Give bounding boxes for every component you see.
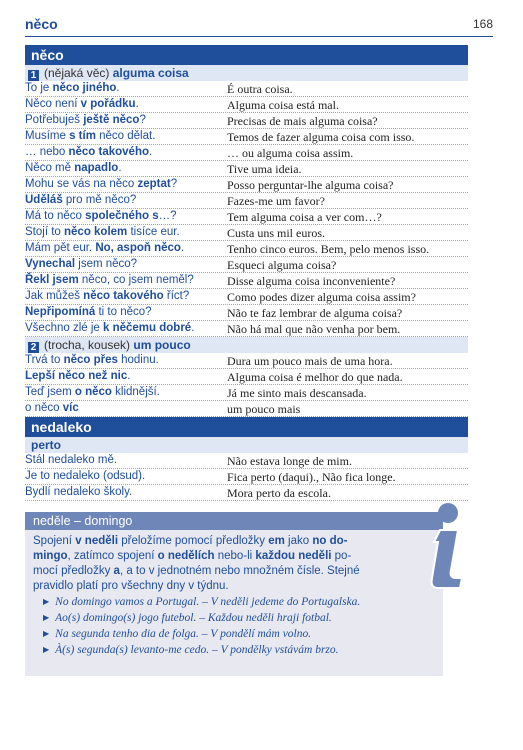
note-line — [33, 549, 437, 564]
triangle-bullet-icon: ▶ — [43, 597, 50, 606]
example-row — [25, 385, 468, 401]
bold-fragment: Uděláš — [25, 194, 63, 206]
text-fragment: . — [191, 322, 195, 334]
text-fragment: mocí předložky — [33, 565, 114, 577]
text-fragment: přeložíme pomocí předložky — [118, 535, 269, 547]
portuguese-translation: Não te faz lembrar de alguma coisa? — [227, 306, 403, 320]
text-fragment: klidnější. — [111, 386, 160, 398]
bold-fragment: víc — [62, 402, 79, 414]
czech-phrase — [25, 306, 225, 318]
sense-header — [25, 437, 468, 453]
text-fragment: … nebo — [25, 146, 69, 158]
czech-phrase — [25, 322, 225, 334]
text-fragment: Má to něco — [25, 210, 86, 222]
bold-fragment: každou neděli — [255, 550, 332, 562]
note-title: neděle – domingo — [25, 512, 443, 530]
bold-fragment: Lepší něco než nic — [25, 370, 128, 382]
portuguese-translation: … ou alguma coisa assim. — [227, 146, 354, 160]
text-fragment: hodinu. — [117, 354, 159, 366]
example-row — [25, 177, 468, 193]
example-row — [25, 145, 468, 161]
portuguese-translation: Não há mal que não venha por bem. — [227, 322, 401, 336]
text-fragment: Mohu se vás na něco — [25, 178, 138, 190]
bold-fragment: o něco — [74, 386, 112, 398]
text-fragment: o něco — [25, 402, 63, 414]
text-fragment: jsem něco? — [75, 258, 138, 270]
text-fragment: , a to v jednotném nebo množném čísle. Stejné — [119, 565, 360, 577]
example-row — [25, 485, 468, 501]
portuguese-translation: Esqueci alguma coisa? — [227, 258, 337, 272]
bold-fragment: k něčemu dobré — [103, 322, 192, 334]
text-fragment: . — [116, 82, 120, 94]
portuguese-translation: Tenho cinco euros. Bem, pelo menos isso. — [227, 242, 430, 256]
bold-fragment: em — [268, 535, 285, 547]
czech-phrase — [25, 210, 225, 222]
text-fragment: …? — [158, 210, 177, 222]
bold-fragment: společného s — [85, 210, 159, 222]
note-examples — [25, 594, 443, 658]
czech-phrase — [25, 130, 225, 142]
text-fragment: tisíce eur. — [127, 226, 180, 238]
text-fragment: pro mě něco? — [62, 194, 137, 206]
example-text: No domingo vamos a Portugal. – V neděli jedeme do Portugalska. — [55, 596, 361, 608]
example-row — [25, 369, 468, 385]
text-fragment: Je to nedaleko (odsud). — [25, 470, 146, 482]
text-fragment: . — [149, 146, 153, 158]
portuguese-translation: Disse alguma coisa inconveniente? — [227, 274, 396, 288]
text-fragment: To je — [25, 82, 53, 94]
portuguese-translation: Precisas de mais alguma coisa? — [227, 114, 378, 128]
portuguese-translation: Custa uns mil euros. — [227, 226, 325, 240]
text-fragment: Všechno zlé je — [25, 322, 103, 334]
info-icon — [418, 500, 470, 592]
example-row — [25, 453, 468, 469]
example-row — [25, 321, 468, 337]
triangle-bullet-icon: ▶ — [43, 613, 50, 622]
portuguese-translation: Alguma coisa é melhor do que nada. — [227, 370, 403, 384]
portuguese-translation: Fica perto (daqui)., Não fica longe. — [227, 470, 396, 484]
portuguese-translation: Não estava longe de mim. — [227, 454, 352, 468]
sense-gloss: (trocha, kousek) — [44, 338, 134, 352]
portuguese-translation: Posso perguntar-lhe alguma coisa? — [227, 178, 394, 192]
text-fragment: Něco není — [25, 98, 81, 110]
example-row — [25, 209, 468, 225]
czech-phrase — [25, 162, 225, 174]
running-headword: něco — [25, 16, 58, 32]
portuguese-translation: um pouco mais — [227, 402, 301, 416]
example-text: Na segunda tenho dia de folga. – V pondělí mám volno. — [55, 628, 312, 640]
example-row — [25, 225, 468, 241]
bold-fragment: něco takového — [68, 146, 150, 158]
portuguese-translation: Mora perto da escola. — [227, 486, 331, 500]
example-row — [25, 129, 468, 145]
entry-neco — [25, 45, 468, 417]
example-row — [25, 273, 468, 289]
sense-equivalent: alguma coisa — [112, 66, 189, 80]
text-fragment: Bydlí nedaleko školy. — [25, 486, 133, 498]
text-fragment: . — [135, 98, 139, 110]
text-fragment: Stál nedaleko mě. — [25, 454, 118, 466]
triangle-bullet-icon: ▶ — [43, 645, 50, 654]
czech-phrase — [25, 402, 225, 414]
portuguese-translation: Como podes dizer alguma coisa assim? — [227, 290, 416, 304]
example-row — [25, 305, 468, 321]
example-text: À(s) segunda(s) levanto-me cedo. – V pondělky vstávám brzo. — [55, 644, 339, 656]
note-example — [33, 642, 443, 658]
portuguese-translation: Tive uma ideia. — [227, 162, 302, 176]
czech-phrase — [25, 82, 225, 94]
example-row — [25, 257, 468, 273]
text-fragment: po- — [331, 550, 352, 562]
czech-phrase — [25, 454, 225, 466]
czech-phrase — [25, 178, 225, 190]
example-row — [25, 289, 468, 305]
text-fragment: , zatímco spojení — [67, 550, 158, 562]
czech-phrase — [25, 486, 225, 498]
bold-fragment: zeptat — [137, 178, 171, 190]
example-row — [25, 193, 468, 209]
czech-phrase — [25, 226, 225, 238]
note-line — [33, 579, 437, 594]
bold-fragment: něco takového — [83, 290, 164, 302]
text-fragment: Něco mě — [25, 162, 75, 174]
bold-fragment: napadlo — [74, 162, 119, 174]
entry-headword: nedaleko — [25, 417, 468, 437]
text-fragment: pravidlo platí pro všechny dny v týdnu. — [33, 580, 229, 592]
bold-fragment: Nepřipomíná — [25, 306, 96, 318]
bold-fragment: ještě něco — [83, 114, 140, 126]
example-row — [25, 113, 468, 129]
portuguese-translation: Fazes-me um favor? — [227, 194, 325, 208]
bold-fragment: s tím — [69, 130, 96, 142]
text-fragment: ? — [170, 178, 178, 190]
text-fragment: Musíme — [25, 130, 70, 142]
entry-headword: něco — [25, 45, 468, 65]
bold-fragment: něco přes — [63, 354, 118, 366]
note-line — [33, 564, 437, 579]
text-fragment: . — [118, 162, 122, 174]
triangle-bullet-icon: ▶ — [43, 629, 50, 638]
example-row — [25, 401, 468, 417]
example-text: Ao(s) domingo(s) jogo futebol. – Každou neděli hraji fotbal. — [55, 612, 332, 624]
portuguese-translation: Já me sinto mais descansada. — [227, 386, 367, 400]
note-example — [33, 610, 443, 626]
sense-number: 1 — [28, 70, 39, 81]
text-fragment: nebo-li — [214, 550, 256, 562]
text-fragment: ti to něco? — [95, 306, 152, 318]
example-row — [25, 81, 468, 97]
note-text — [25, 530, 443, 594]
bold-fragment: něco jiného — [52, 82, 117, 94]
sense-header — [25, 337, 468, 353]
example-row — [25, 97, 468, 113]
text-fragment: Spojení — [33, 535, 76, 547]
sense-equivalent: um pouco — [133, 338, 191, 352]
bold-fragment: něco kolem — [64, 226, 128, 238]
czech-phrase — [25, 146, 225, 158]
portuguese-translation: É outra coisa. — [227, 82, 293, 96]
portuguese-translation: Tem alguma coisa a ver com…? — [227, 210, 382, 224]
text-fragment: . — [127, 370, 131, 382]
text-fragment: . — [180, 242, 185, 254]
text-fragment: Potřebuješ — [25, 114, 84, 126]
portuguese-translation: Dura um pouco mais de uma hora. — [227, 354, 393, 368]
bold-fragment: No, aspoň něco — [95, 242, 181, 254]
bold-fragment: Vynechal — [25, 258, 76, 270]
czech-phrase — [25, 386, 225, 398]
portuguese-translation: Alguma coisa está mal. — [227, 98, 339, 112]
sense-header — [25, 65, 468, 81]
note-line — [33, 534, 437, 549]
text-fragment: Stojí to — [25, 226, 64, 238]
text-fragment: Teď jsem — [25, 386, 75, 398]
sense-gloss: (nějaká věc) — [44, 66, 113, 80]
czech-phrase — [25, 290, 225, 302]
text-fragment: něco, co jsem neměl? — [78, 274, 194, 286]
text-fragment: Jak můžeš — [25, 290, 84, 302]
page-number: 168 — [472, 17, 493, 31]
note-example — [33, 594, 443, 610]
bold-fragment: mingo — [33, 550, 68, 562]
bold-fragment: v neděli — [75, 535, 119, 547]
czech-phrase — [25, 274, 225, 286]
czech-phrase — [25, 354, 225, 366]
czech-phrase — [25, 98, 225, 110]
example-row — [25, 241, 468, 257]
czech-phrase — [25, 194, 225, 206]
bold-fragment: v pořádku — [80, 98, 136, 110]
header-rule — [25, 36, 493, 37]
text-fragment: ? — [139, 114, 146, 126]
bold-fragment: a — [113, 565, 120, 577]
czech-phrase — [25, 470, 225, 482]
example-row — [25, 353, 468, 369]
portuguese-translation: Temos de fazer alguma coisa com isso. — [227, 130, 415, 144]
bold-fragment: o nedělích — [157, 550, 215, 562]
text-fragment: Mám pět eur. — [25, 242, 96, 254]
text-fragment: říct? — [163, 290, 190, 302]
sense-number: 2 — [28, 342, 39, 353]
page-header — [25, 14, 493, 36]
bold-fragment: no do- — [312, 535, 348, 547]
text-fragment: jako — [284, 535, 313, 547]
usage-note — [25, 512, 443, 676]
sense-equivalent: perto — [31, 438, 61, 452]
example-row — [25, 161, 468, 177]
text-fragment: Trvá to — [25, 354, 64, 366]
text-fragment: něco dělat. — [95, 130, 156, 142]
note-example — [33, 626, 443, 642]
czech-phrase — [25, 258, 225, 270]
czech-phrase — [25, 370, 225, 382]
czech-phrase — [25, 242, 225, 254]
czech-phrase — [25, 114, 225, 126]
example-row — [25, 469, 468, 485]
bold-fragment: Řekl jsem — [25, 274, 79, 286]
entry-nedaleko — [25, 417, 468, 501]
